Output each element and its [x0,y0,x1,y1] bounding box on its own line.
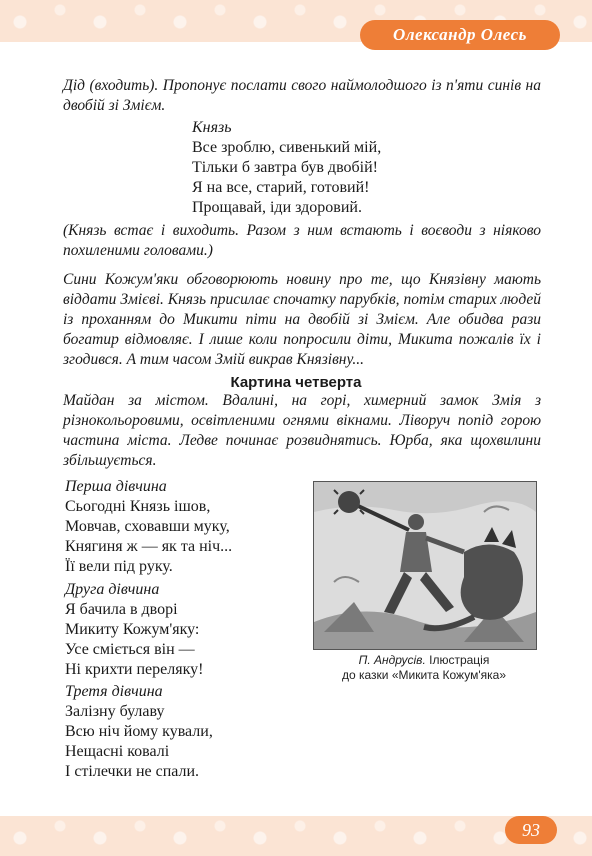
verse-line: Ні крихти переляку! [65,661,204,678]
summary-paragraph: Сини Кожум'яки обговорюють новину про те, що Князівну мають віддати Змієві. Князь присилає спочатку парубків, потім старих людей із проханням до Микити піти на двобій зі Змієм. Але обидва рази богатир відмовляє. І лише коли попросили діти, Микита пожалів їх і згодився. А тим часом Змій викрав Князівну... [63,271,541,368]
verse-line: Усе сміється він — [65,641,195,658]
verse-line: Всю ніч йому кували, [65,723,213,740]
prince-verse [192,118,381,218]
intro-paragraph: Дід (входить). Пропонує послати свого наймолодшого із п'яти синів на двобій зі Змієм. [63,77,541,114]
verse-line: Сьогодні Князь ішов, [65,498,211,515]
verse-line: Микиту Кожум'яку: [65,621,200,638]
illustration-caption [313,653,535,683]
caption-author: П. Андрусів. [358,653,426,667]
verse-line: Я бачила в дворі [65,601,178,618]
running-title: Олександр Олесь [360,20,560,50]
verse-line: Нещасні ковалі [65,743,170,760]
scene-description: Майдан за містом. Вдалині, на горі, химерний замок Змія з різнокольоровими, освітленими огнями вікнами. Ліворуч попід горою частина міста. Ледве починає розвиднятись. Юрба, яка щохвилини збільшується. [63,392,541,469]
footer-decor-band [0,816,592,856]
hero-fighting-dragon-illustration [314,482,536,649]
stage-direction: (Князь встає і виходить. Разом з ним встають і воєводи з ніяково похиленими головами.) [63,222,541,259]
verse-line: Я на все, старий, готовий! [192,179,370,196]
first-girl-verse [65,477,232,577]
caption-text: Ілюстрація [425,653,490,667]
speaker-second-girl: Друга дівчина [65,581,160,598]
verse-line: Тільки б завтра був двобій! [192,159,378,176]
verse-line: Все зроблю, сивенький мій, [192,139,382,156]
speaker-first-girl: Перша дівчина [65,478,167,495]
scene-title: Картина четверта [230,374,362,391]
verse-line: Залізну булаву [65,703,165,720]
second-girl-verse [65,580,203,680]
caption-line2: до казки «Микита Кожум'яка» [341,668,506,682]
speaker-prince: Князь [192,119,232,136]
speaker-third-girl: Третя дівчина [65,683,163,700]
verse-line: І стілечки не спали. [65,763,200,780]
verse-line: Княгиня ж — як та ніч... [65,538,233,555]
page-number: 93 [505,816,557,844]
verse-line: Прощавай, іди здоровий. [192,199,362,216]
verse-line: Мовчав, сховавши муку, [65,518,230,535]
verse-line: Її вели під руку. [65,558,173,575]
third-girl-verse [65,682,213,782]
illustration-image [313,481,537,650]
